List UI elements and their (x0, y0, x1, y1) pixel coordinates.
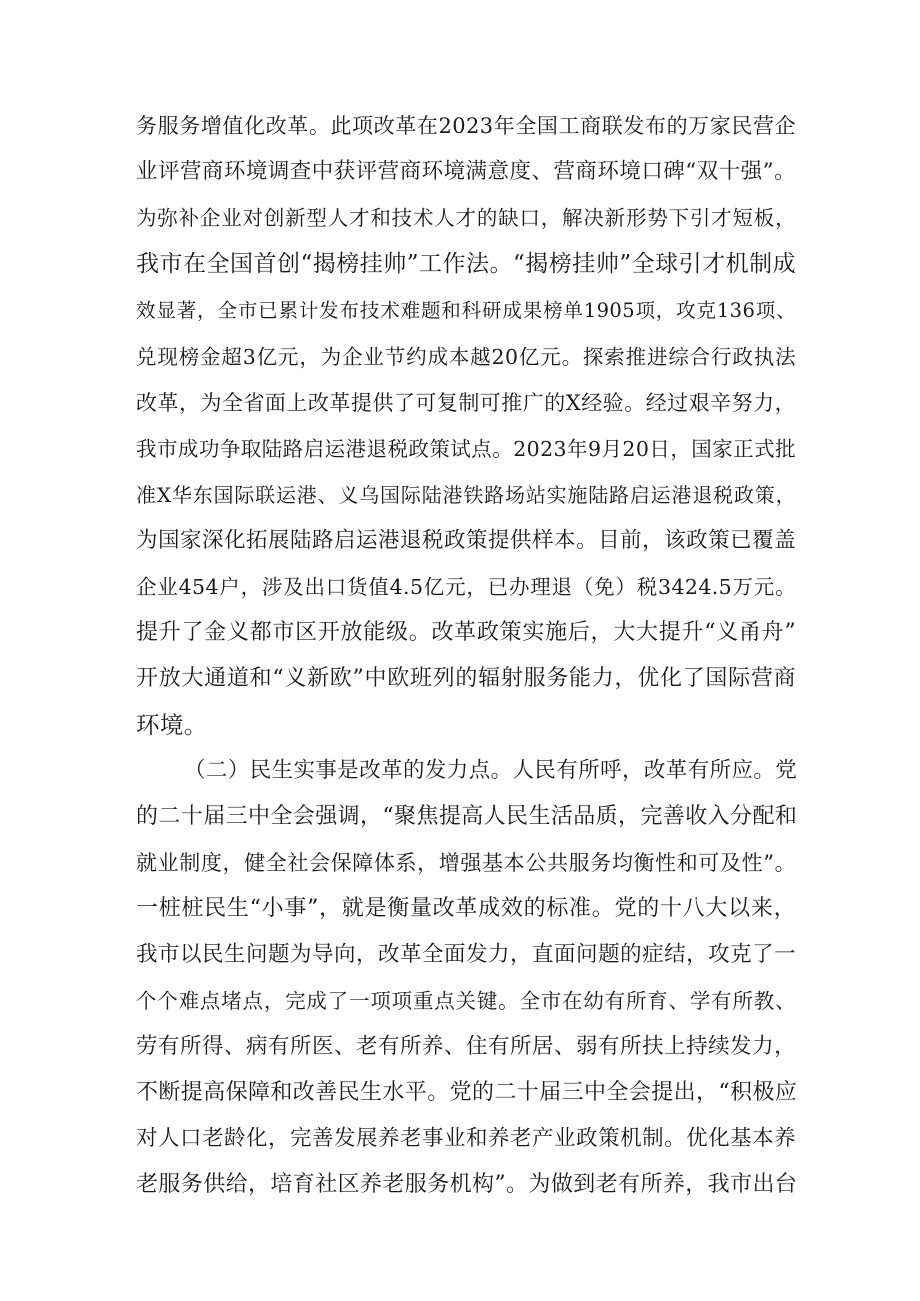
paragraph-line: 开放大通道和“义新欧”中欧班列的辐射服务能力，优化了国际营商 (136, 666, 796, 691)
paragraph-line: 我市成功争取陆路启运港退税政策试点。2023年9月20日，国家正式批 (136, 437, 796, 461)
paragraph-line: 一桩桩民生“小事”，就是衡量改革成效的标准。党的十八大以来， (136, 896, 796, 921)
paragraph-line: 为国家深化拓展陆路启运港退税政策提供样本。目前，该政策已覆盖 (136, 528, 796, 553)
paragraph-line: 改革，为全省面上改革提供了可复制可推广的X经验。经过艰辛努力， (136, 391, 796, 415)
paragraph-line: 个个难点堵点，完成了一项项重点关键。全市在幼有所育、学有所教、 (136, 989, 796, 1013)
paragraph-line: 业评营商环境调查中获评营商环境满意度、营商环境口碑“双十强”。 (136, 159, 796, 184)
paragraph-line: 老服务供给，培育社区养老服务机构”。为做到老有所养，我市出台 (136, 1172, 798, 1197)
paragraph-line: 我市以民生问题为导向，改革全面发力，直面问题的症结，攻克了一 (136, 942, 796, 967)
paragraph-line: 务服务增值化改革。此项改革在2023年全国工商联发布的万家民营企 (136, 114, 796, 138)
paragraph-line-indented: （二）民生实事是改革的发力点。人民有所呼，改革有所应。党 (184, 758, 798, 783)
paragraph-line: 不断提高保障和改善民生水平。党的二十届三中全会提出，“积极应 (136, 1080, 798, 1105)
paragraph-line: 提升了金义都市区开放能级。改革政策实施后，大大提升“义甬舟” (136, 620, 796, 645)
paragraph-line: 效显著，全市已累计发布技术难题和科研成果榜单1905项，攻克136项、 (136, 299, 796, 322)
paragraph-line-last: 环境。 (136, 711, 208, 739)
paragraph-line: 兑现榜金超3亿元，为企业节约成本越20亿元。探索推进综合行政执法 (136, 345, 796, 369)
paragraph-line: 企业454户，涉及出口货值4.5亿元，已办理退（免）税3424.5万元。 (136, 575, 796, 599)
paragraph-line: 对人口老龄化，完善发展养老事业和养老产业政策机制。优化基本养 (136, 1126, 796, 1151)
paragraph-line: 准X华东国际联运港、义乌国际陆港铁路场站实施陆路启运港退税政策， (136, 483, 796, 507)
paragraph-line: 就业制度，健全社会保障体系，增强基本公共服务均衡性和可及性”。 (136, 851, 796, 875)
paragraph-line: 的二十届三中全会强调，“聚焦提高人民生活品质，完善收入分配和 (136, 804, 798, 829)
paragraph-line: 为弥补企业对创新型人才和技术人才的缺口，解决新形势下引才短板， (136, 206, 796, 230)
paragraph-line: 劳有所得、病有所医、老有所养、住有所居、弱有所扶上持续发力， (136, 1034, 796, 1059)
paragraph-line: 我市在全国首创“揭榜挂帅”工作法。“揭榜挂帅”全球引才机制成 (136, 251, 796, 277)
